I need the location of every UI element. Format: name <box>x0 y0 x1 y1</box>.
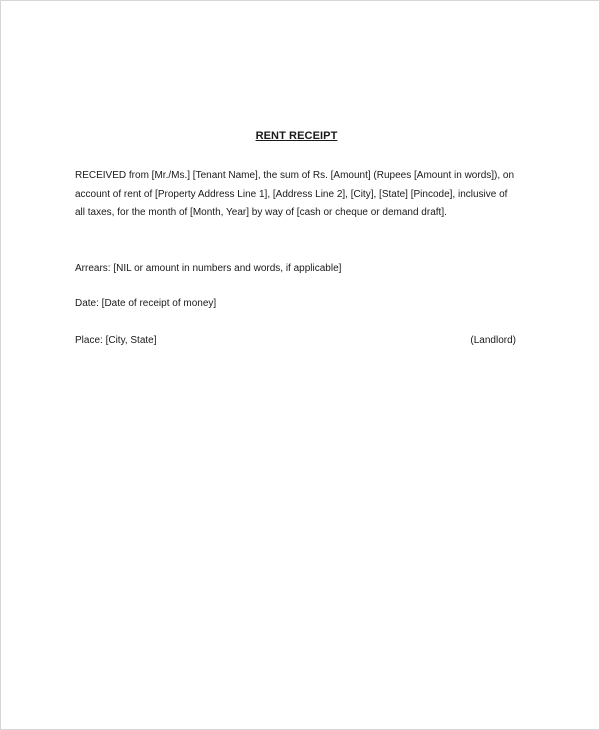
place-line: Place: [City, State] <box>75 335 157 346</box>
receipt-title: RENT RECEIPT <box>255 130 338 142</box>
received-paragraph: RECEIVED from [Mr./Ms.] [Tenant Name], the sum of Rs. [Amount] (Rupees [Amount in words]), on account of rent of [Property Address Line 1], [Address Line 2], [City], [State] [Pincode], inclusive of all taxes, for the month of [Month, Year] by way of [cash or cheque or demand draft]. <box>75 170 515 218</box>
landlord-signature-label: (Landlord) <box>470 335 516 346</box>
date-line: Date: [Date of receipt of money] <box>75 298 217 309</box>
arrears-line: Arrears: [NIL or amount in numbers and words, if applicable] <box>75 263 342 274</box>
